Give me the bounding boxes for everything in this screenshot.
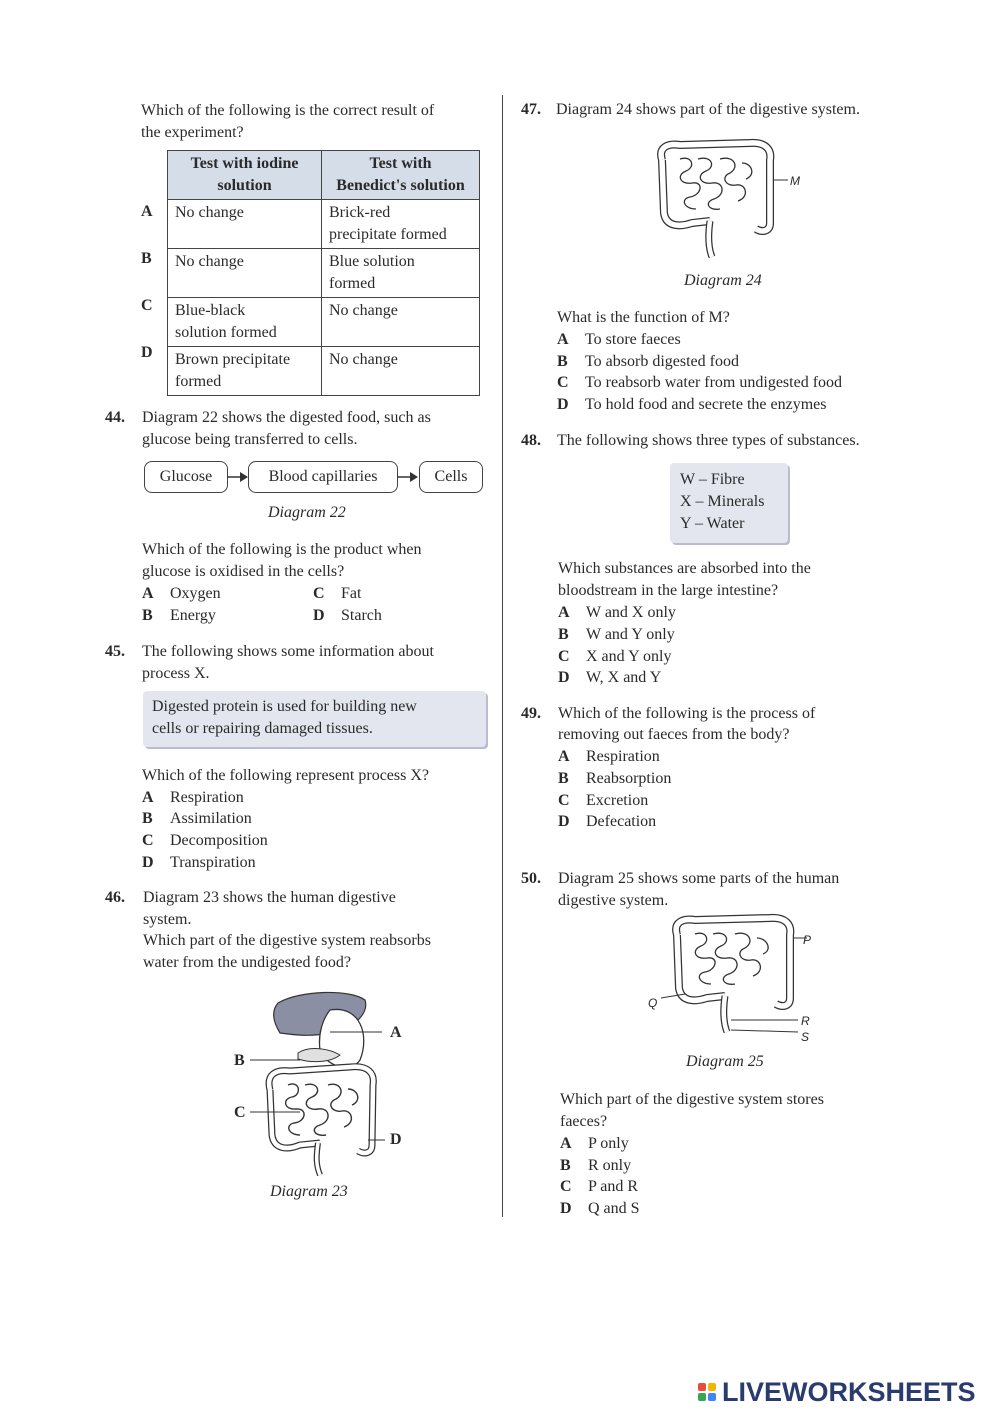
q47-number: 47. [521, 101, 541, 118]
results-table [167, 150, 480, 396]
substance-w: W – Fibre [680, 471, 745, 488]
logo-grid-icon [698, 1383, 716, 1401]
label-p: P [803, 933, 812, 947]
q43-question-line-1: Which of the following is the correct result of [141, 102, 435, 119]
label-a: A [390, 1024, 402, 1041]
option-c[interactable]: C P and R [560, 1178, 639, 1195]
q50-question-line-2: faeces? [560, 1113, 608, 1130]
table-row: Brown precipitate formed No change [168, 347, 480, 396]
header-iodine: Test with iodine solution [168, 151, 322, 200]
diagram-22-caption: Diagram 22 [268, 504, 346, 521]
q50-stem-line-1: Diagram 25 shows some parts of the human [558, 870, 840, 887]
row-label-c: C [141, 297, 153, 314]
q44-question-line-1: Which of the following is the product when [142, 541, 422, 558]
q46-stem-line-1: Diagram 23 shows the human digestive [143, 889, 396, 906]
intestine-diagram-24 [650, 135, 810, 263]
option-d[interactable]: D Transpiration [142, 854, 256, 871]
diagram-24-caption: Diagram 24 [684, 272, 762, 289]
info-box-line-2: cells or repairing damaged tissues. [152, 720, 373, 737]
header-benedict: Test with Benedict's solution [322, 151, 480, 200]
q48-stem: The following shows three types of substances. [557, 432, 860, 449]
q44-stem-line-2: glucose being transferred to cells. [142, 431, 358, 448]
option-a[interactable]: A Respiration [558, 748, 660, 765]
label-b: B [234, 1052, 245, 1069]
q46-stem-line-4: water from the undigested food? [143, 954, 351, 971]
q49-number: 49. [521, 705, 541, 722]
flow-cells: Cells [419, 461, 483, 493]
info-box-line-1: Digested protein is used for building new [152, 698, 417, 715]
q48-number: 48. [521, 432, 541, 449]
arrow-right-icon [226, 466, 250, 488]
label-c: C [234, 1104, 246, 1121]
option-d[interactable]: D Q and S [560, 1200, 640, 1217]
label-s: S [801, 1030, 810, 1044]
q44-number: 44. [105, 409, 125, 426]
option-d[interactable]: D Starch [313, 607, 382, 624]
q50-question-line-1: Which part of the digestive system stores [560, 1091, 824, 1108]
row-label-d: D [141, 344, 153, 361]
q45-stem-line-2: process X. [142, 665, 210, 682]
q49-stem-line-2: removing out faeces from the body? [558, 726, 790, 743]
q45-question: Which of the following represent process X? [142, 767, 430, 784]
q48-question-line-1: Which substances are absorbed into the [558, 560, 811, 577]
label-r: R [801, 1014, 810, 1028]
q49-stem-line-1: Which of the following is the process of [558, 705, 816, 722]
option-a[interactable]: A Oxygen [142, 585, 221, 602]
option-d[interactable]: D To hold food and secrete the enzymes [557, 396, 827, 413]
option-a[interactable]: A P only [560, 1135, 629, 1152]
option-d[interactable]: D W, X and Y [558, 669, 662, 686]
substances-box [670, 463, 788, 543]
option-d[interactable]: D Defecation [558, 813, 657, 830]
process-x-info-box [143, 691, 486, 747]
q45-stem-line-1: The following shows some information about [142, 643, 434, 660]
substance-y: Y – Water [680, 515, 745, 532]
substance-x: X – Minerals [680, 493, 765, 510]
q46-number: 46. [105, 889, 125, 906]
digestive-system-diagram-25 [655, 910, 820, 1045]
label-m: M [790, 174, 800, 188]
q43-question-line-2: the experiment? [141, 124, 244, 141]
q44-stem-line-1: Diagram 22 shows the digested food, such as [142, 409, 431, 426]
row-label-a: A [141, 203, 153, 220]
option-c[interactable]: C X and Y only [558, 648, 672, 665]
q47-question: What is the function of M? [557, 309, 730, 326]
liveworksheets-logo[interactable] [698, 1377, 976, 1407]
q47-stem: Diagram 24 shows part of the digestive system. [556, 101, 860, 118]
q50-number: 50. [521, 870, 541, 887]
q50-stem-line-2: digestive system. [558, 892, 669, 909]
table-row: No change Brick-red precipitate formed [168, 200, 480, 249]
q46-stem-line-3: Which part of the digestive system reabsorbs [143, 932, 431, 949]
label-q: Q [648, 996, 658, 1010]
option-b[interactable]: B R only [560, 1157, 632, 1174]
arrow-right-icon [396, 466, 420, 488]
row-label-b: B [141, 250, 152, 267]
q44-question-line-2: glucose is oxidised in the cells? [142, 563, 345, 580]
brand-name: LIVEWORKSHEETS [722, 1376, 976, 1407]
option-c[interactable]: C To reabsorb water from undigested food [557, 374, 843, 391]
option-b[interactable]: B W and Y only [558, 626, 675, 643]
option-c[interactable]: C Excretion [558, 792, 649, 809]
option-b[interactable]: B Reabsorption [558, 770, 672, 787]
q45-number: 45. [105, 643, 125, 660]
option-b[interactable]: B To absorb digested food [557, 353, 739, 370]
q48-question-line-2: bloodstream in the large intestine? [558, 582, 779, 599]
option-a[interactable]: A W and X only [558, 604, 676, 621]
diagram-23-caption: Diagram 23 [270, 1183, 348, 1200]
table-row: Blue-black solution formed No change [168, 298, 480, 347]
column-divider [502, 95, 503, 1217]
table-row: No change Blue solution formed [168, 249, 480, 298]
option-a[interactable]: A Respiration [142, 789, 244, 806]
option-c[interactable]: C Decomposition [142, 832, 268, 849]
option-c[interactable]: C Fat [313, 585, 362, 602]
option-a[interactable]: A To store faeces [557, 331, 681, 348]
flow-glucose: Glucose [144, 461, 228, 493]
option-b[interactable]: B Energy [142, 607, 216, 624]
q46-stem-line-2: system. [143, 911, 192, 928]
label-d: D [390, 1131, 402, 1148]
digestive-system-diagram-23 [230, 985, 415, 1180]
diagram-25-caption: Diagram 25 [686, 1053, 764, 1070]
flow-blood-capillaries: Blood capillaries [248, 461, 398, 493]
option-b[interactable]: B Assimilation [142, 810, 252, 827]
